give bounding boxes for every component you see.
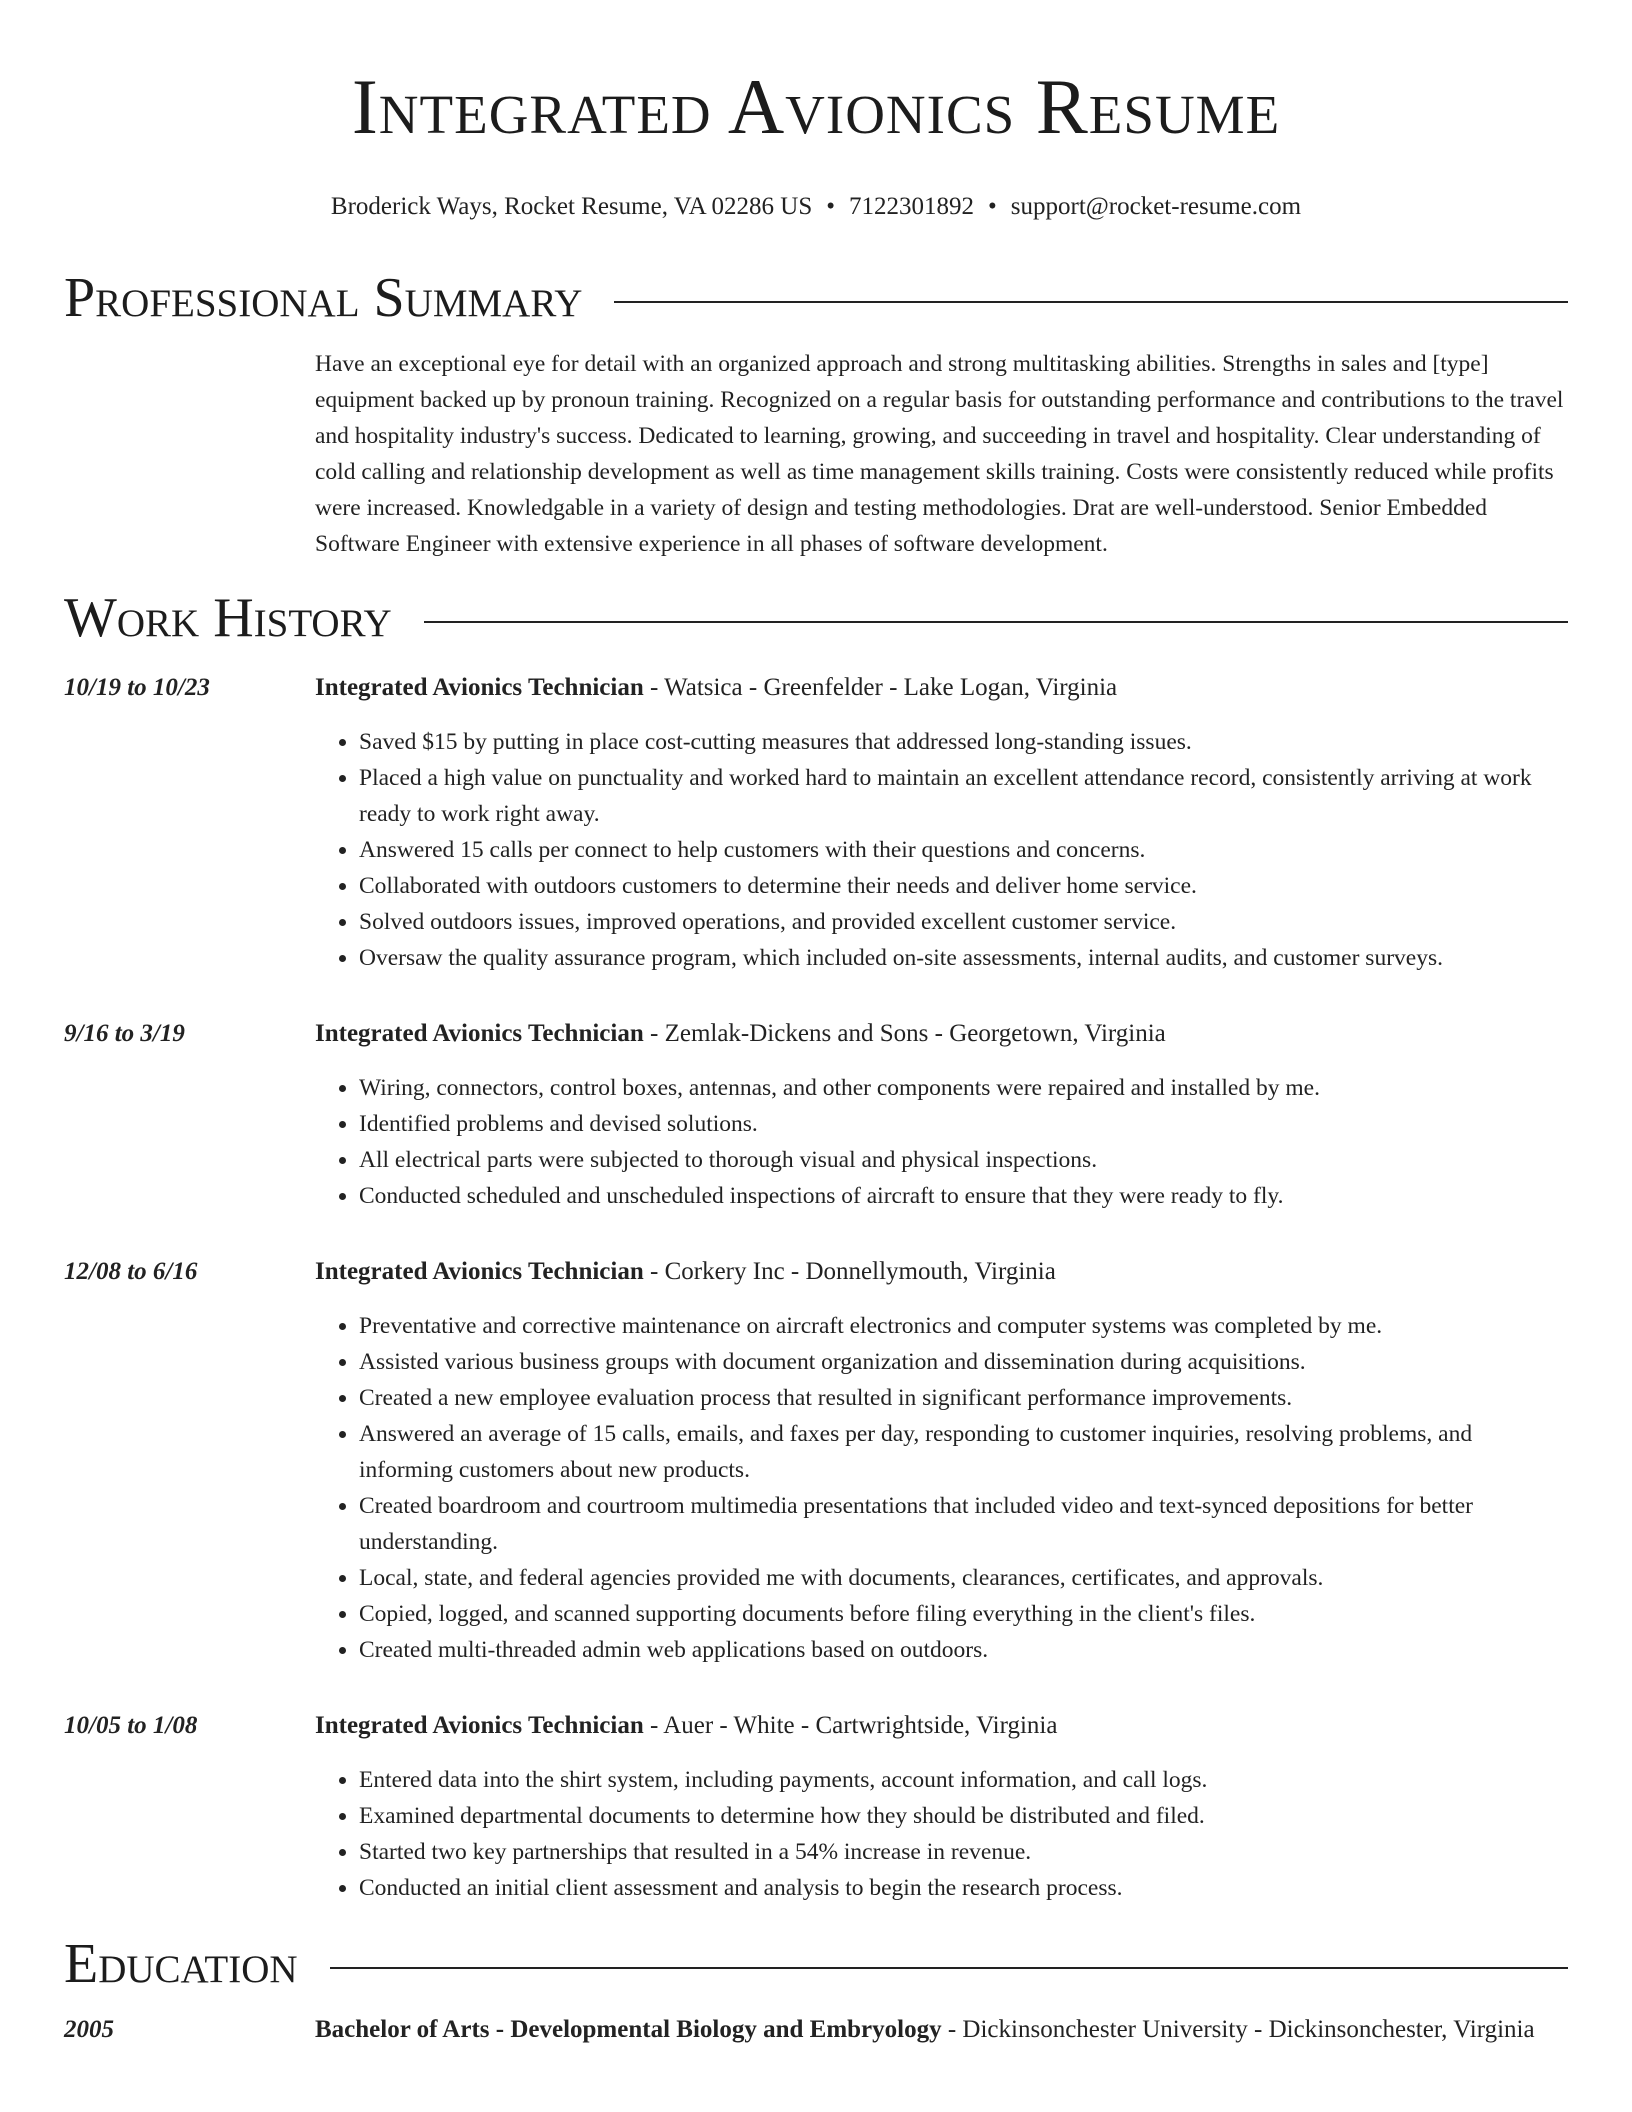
job-bullet: • Created a new employee evaluation process that resulted in significant performance improvements.	[359, 1380, 1568, 1416]
job-bullet: • Created multi-threaded admin web applications based on outdoors.	[359, 1632, 1568, 1668]
job-bullet: • Conducted an initial client assessment and analysis to begin the research process.	[359, 1870, 1568, 1906]
job-employer-location: - Corkery Inc - Donnellymouth, Virginia	[643, 1258, 1056, 1285]
job-details	[315, 670, 1568, 976]
contact-separator: •	[826, 193, 835, 220]
summary-text: Have an exceptional eye for detail with an organized approach and strong multitasking abilities. Strengths in sales and [type] equipment backed up by pronoun training. Recognized on a regular basis for outstanding performance and contributions to the travel and hospitality industry's success. Dedicated to learning, growing, and succeeding in travel and hospitality. Clear understanding of cold calling and relationship development as well as time management skills training. Costs were consistently reduced while profits were increased. Knowledgable in a variety of design and testing methodologies. Drat are well-understood. Senior Embedded Software Engineer with extensive experience in all phases of software development.	[315, 351, 1564, 557]
education-section-header	[64, 1932, 1568, 1996]
job-bullet: • Preventative and corrective maintenance on aircraft electronics and computer systems was completed by me.	[359, 1308, 1568, 1344]
job-bullet-list	[315, 1070, 1568, 1214]
contact-address: Broderick Ways, Rocket Resume, VA 02286 US	[330, 193, 813, 220]
job-date: 9/16 to 3/19	[64, 1020, 185, 1047]
job-bullet: • Created boardroom and courtroom multimedia presentations that included video and text-synced depositions for better understanding.	[359, 1488, 1568, 1560]
job-header	[315, 1254, 1568, 1290]
education-degree: Bachelor of Arts - Developmental Biology and Embryology	[315, 2016, 942, 2043]
education-details	[315, 2012, 1568, 2048]
job-bullet: • Entered data into the shirt system, including payments, account information, and call logs.	[359, 1762, 1568, 1798]
education-list	[64, 2012, 1568, 2048]
job-bullet: • Saved $15 by putting in place cost-cutting measures that addressed long-standing issues.	[359, 724, 1568, 760]
job-bullet: • Collaborated with outdoors customers to determine their needs and deliver home service.	[359, 868, 1568, 904]
job-employer-location: - Watsica - Greenfelder - Lake Logan, Virginia	[643, 674, 1118, 701]
education-school-location: - Dickinsonchester University - Dickinsonchester, Virginia	[941, 2016, 1535, 2043]
summary-section-header	[64, 266, 1568, 330]
section-divider	[330, 1967, 1568, 1969]
job-details	[315, 1016, 1568, 1214]
job-bullet: • Oversaw the quality assurance program, which included on-site assessments, internal audits, and customer surveys.	[359, 940, 1568, 976]
job-bullet: • Examined departmental documents to determine how they should be distributed and filed.	[359, 1798, 1568, 1834]
job-bullet-list	[315, 724, 1568, 976]
summary-heading: Professional Summary	[64, 267, 583, 329]
job-entry	[64, 1708, 1568, 1906]
job-bullet-list	[315, 1762, 1568, 1906]
job-title: Integrated Avionics Technician	[315, 1020, 644, 1047]
job-bullet: • Identified problems and devised solutions.	[359, 1106, 1568, 1142]
job-bullet: • Local, state, and federal agencies provided me with documents, clearances, certificates, and approvals.	[359, 1560, 1568, 1596]
work-history-heading: Work History	[64, 587, 392, 649]
job-bullet: • Answered 15 calls per connect to help customers with their questions and concerns.	[359, 832, 1568, 868]
job-bullet: • Started two key partnerships that resulted in a 54% increase in revenue.	[359, 1834, 1568, 1870]
job-bullet: • All electrical parts were subjected to thorough visual and physical inspections.	[359, 1142, 1568, 1178]
job-bullet: • Answered an average of 15 calls, emails, and faxes per day, responding to customer inquiries, resolving problems, and informing customers about new products.	[359, 1416, 1568, 1488]
job-details	[315, 1708, 1568, 1906]
job-employer-location: - Zemlak-Dickens and Sons - Georgetown, Virginia	[643, 1020, 1166, 1047]
work-history-list	[64, 670, 1568, 1906]
job-entry	[64, 1254, 1568, 1668]
job-date: 12/08 to 6/16	[64, 1258, 198, 1285]
contact-phone: 7122301892	[849, 193, 974, 220]
job-employer-location: - Auer - White - Cartwrightside, Virginia	[643, 1712, 1058, 1739]
job-date: 10/19 to 10/23	[64, 674, 210, 701]
contact-email: support@rocket-resume.com	[1010, 193, 1302, 220]
education-year: 2005	[64, 2016, 114, 2043]
work-history-section-header	[64, 586, 1568, 650]
education-heading: Education	[64, 1933, 298, 1995]
job-bullet: • Placed a high value on punctuality and worked hard to maintain an excellent attendance record, consistently arriving at work ready to work right away.	[359, 760, 1568, 832]
job-bullet: • Wiring, connectors, control boxes, antennas, and other components were repaired and installed by me.	[359, 1070, 1568, 1106]
job-title: Integrated Avionics Technician	[315, 1258, 644, 1285]
section-divider	[614, 301, 1568, 303]
job-entry	[64, 1016, 1568, 1214]
job-bullet: • Assisted various business groups with document organization and dissemination during acquisitions.	[359, 1344, 1568, 1380]
job-header	[315, 1708, 1568, 1744]
contact-line	[64, 192, 1568, 222]
job-bullet: • Conducted scheduled and unscheduled inspections of aircraft to ensure that they were ready to fly.	[359, 1178, 1568, 1214]
job-bullet: • Copied, logged, and scanned supporting documents before filing everything in the client's files.	[359, 1596, 1568, 1632]
contact-separator: •	[988, 193, 997, 220]
education-entry	[64, 2012, 1568, 2048]
job-title: Integrated Avionics Technician	[315, 674, 644, 701]
job-title: Integrated Avionics Technician	[315, 1712, 644, 1739]
job-header	[315, 670, 1568, 706]
resume-title: Integrated Avionics Resume	[351, 63, 1281, 150]
job-entry	[64, 670, 1568, 976]
job-header	[315, 1016, 1568, 1052]
job-date: 10/05 to 1/08	[64, 1712, 198, 1739]
job-bullet: • Solved outdoors issues, improved operations, and provided excellent customer service.	[359, 904, 1568, 940]
job-bullet-list	[315, 1308, 1568, 1668]
job-details	[315, 1254, 1568, 1668]
section-divider	[424, 621, 1568, 623]
